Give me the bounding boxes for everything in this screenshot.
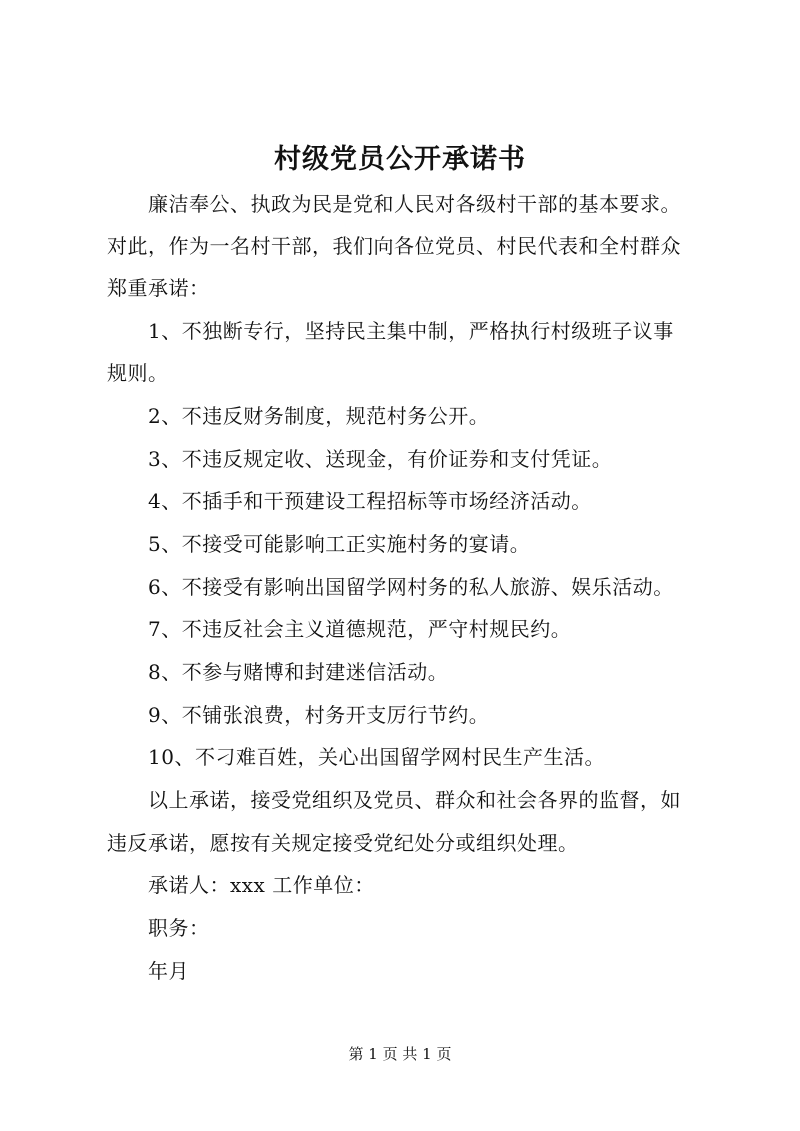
- promise-item-2: 2、不违反财务制度，规范村务公开。: [148, 404, 490, 428]
- closing-line-1: 以上承诺，接受党组织及党员、群众和社会各界的监督，如: [148, 788, 681, 812]
- promise-item-3: 3、不违反规定收、送现金，有价证券和支付凭证。: [148, 447, 613, 471]
- intro-line-3: 郑重承诺：: [107, 276, 210, 300]
- promise-item-1-continued: 规则。: [107, 361, 169, 385]
- page-footer: 第 1 页 共 1 页: [348, 1045, 452, 1063]
- promise-item-5: 5、不接受可能影响工正实施村务的宴请。: [148, 532, 531, 556]
- intro-line-1: 廉洁奉公、执政为民是党和人民对各级村干部的基本要求。: [148, 192, 681, 216]
- promise-item-7: 7、不违反社会主义道德规范，严守村规民约。: [148, 617, 572, 641]
- signature-position: 职务：: [148, 916, 210, 940]
- promise-item-1: 1、不独断专行，坚持民主集中制，严格执行村级班子议事: [148, 319, 674, 343]
- promise-item-8: 8、不参与赌博和封建迷信活动。: [148, 660, 449, 684]
- closing-line-2: 违反承诺，愿按有关规定接受党纪处分或组织处理。: [107, 831, 579, 855]
- intro-line-2: 对此，作为一名村干部，我们向各位党员、村民代表和全村群众: [107, 234, 681, 258]
- promise-item-10: 10、不刁难百姓，关心出国留学网村民生产生活。: [148, 745, 605, 769]
- signature-date: 年月: [148, 959, 189, 983]
- signature-promisor: 承诺人：xxx 工作单位：: [148, 873, 375, 897]
- promise-item-6: 6、不接受有影响出国留学网村务的私人旅游、娱乐活动。: [148, 575, 674, 599]
- promise-item-9: 9、不铺张浪费，村务开支厉行节约。: [148, 703, 490, 727]
- document-title: 村级党员公开承诺书: [274, 144, 526, 175]
- promise-item-4: 4、不插手和干预建设工程招标等市场经济活动。: [148, 489, 592, 513]
